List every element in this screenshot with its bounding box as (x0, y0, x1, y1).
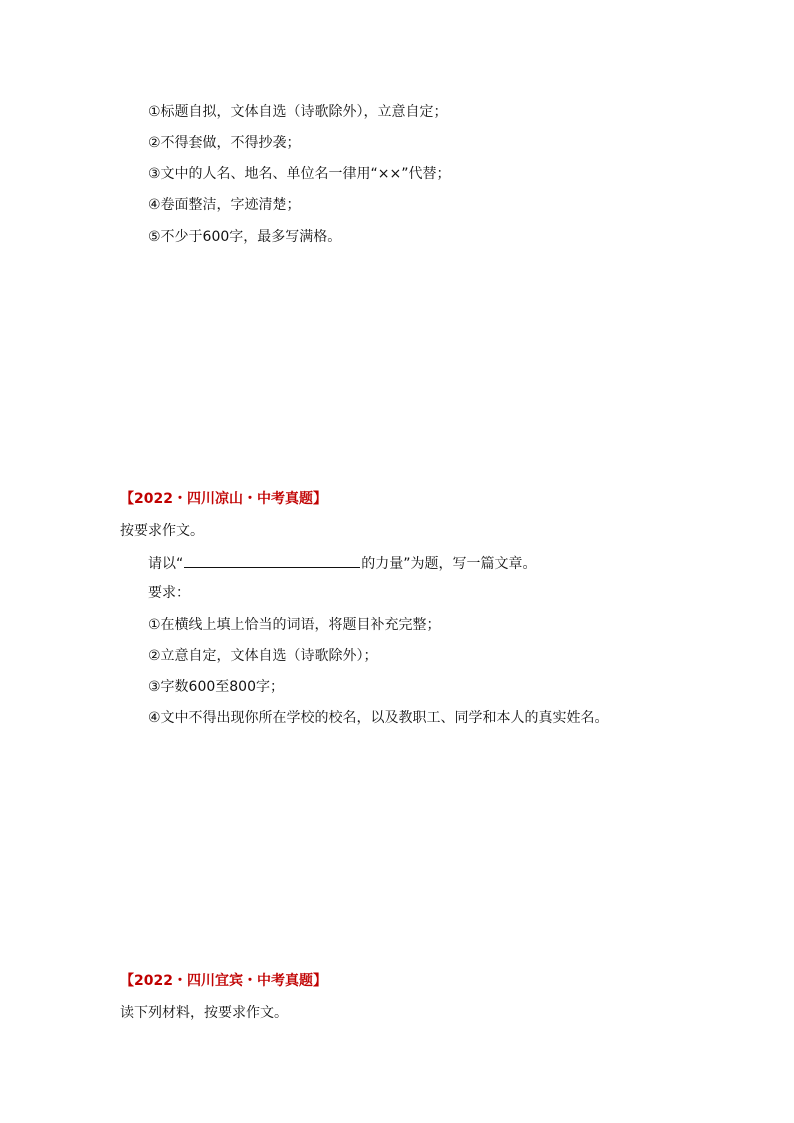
heading-text: 【2022・四川凉山・中考真题】 (120, 491, 327, 507)
prompt-line (148, 553, 537, 573)
req-2-2: ②立意自定，文体自选（诗歌除外）； (148, 648, 378, 664)
req-1-5: ⑤不少于600字，最多写满格。 (148, 229, 342, 245)
req-1-4: ④卷面整洁，字迹清楚； (148, 197, 301, 213)
section-heading-liangshan (120, 490, 327, 508)
req-1-3: ③文中的人名、地名、单位名一律用“××”代替； (148, 166, 451, 182)
fill-blank (184, 553, 360, 568)
instruction-3: 读下列材料，按要求作文。 (120, 1005, 288, 1021)
req-1-1: ①标题自拟，文体自选（诗歌除外），立意自定； (148, 104, 448, 120)
instruction-2: 按要求作文。 (120, 523, 204, 539)
prompt-prefix: 请以“ (148, 556, 184, 572)
heading-text: 【2022・四川宜宾・中考真题】 (120, 973, 327, 989)
req-2-4: ④文中不得出现你所在学校的校名，以及教职工、同学和本人的真实姓名。 (148, 710, 609, 726)
req-2-1: ①在横线上填上恰当的词语，将题目补充完整； (148, 617, 441, 633)
req-1-2: ②不得套做，不得抄袭； (148, 135, 301, 151)
prompt-suffix: 的力量”为题，写一篇文章。 (361, 556, 537, 572)
section-heading-yibin (120, 972, 327, 990)
req-2-3: ③字数600至800字； (148, 679, 284, 695)
req-label: 要求： (148, 585, 190, 601)
